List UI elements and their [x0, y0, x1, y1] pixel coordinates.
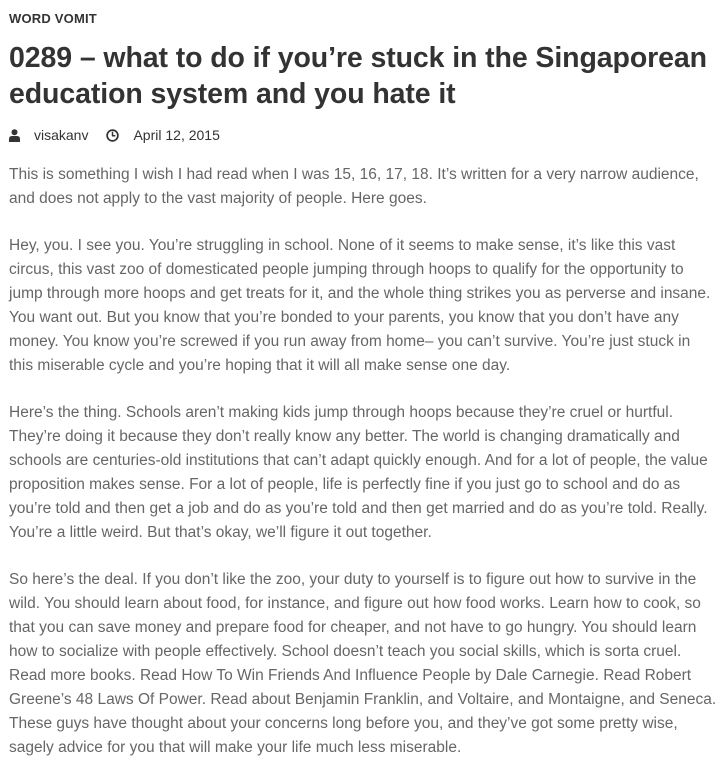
- post-paragraph: This is something I wish I had read when I was 15, 16, 17, 18. It’s written for a very narrow audience, and does not apply to the vast majority of people. Here goes.: [9, 166, 699, 207]
- author-link[interactable]: visakanv: [34, 127, 89, 143]
- category-link[interactable]: WORD VOMIT: [9, 11, 97, 26]
- post-meta: [9, 126, 718, 144]
- post-content: [9, 163, 718, 760]
- post-paragraph: Here’s the thing. Schools aren’t making kids jump through hoops because they’re cruel or hurtful. They’re doing it because they don’t really know any better. The world is changing dramatically and schools are centuries-old institutions that can’t adapt quickly enough. And for a lot of people, the value proposition makes sense. For a lot of people, life is perfectly fine if you just go to school and do as you’re told and then get a job and do as you’re told and then get married and do as you’re told. Really. You’re a little weird. But that’s okay, we’ll figure it out together.: [9, 404, 708, 541]
- clock-icon: [106, 129, 119, 142]
- post-paragraph: So here’s the deal. If you don’t like the zoo, your duty to yourself is to figure out how to survive in the wild. You should learn about food, for instance, and figure out how food works. Learn how to cook, so that you can save money and prepare food for cheaper, and not have to go hungry. You should learn how to socialize with people effectively. School doesn’t teach you social skills, which is sorta cruel. Read more books. Read How To Win Friends And Influence People by Dale Carnegie. Read Robert Greene’s 48 Laws Of Power. Read about Benjamin Franklin, and Voltaire, and Montaigne, and Seneca. These guys have thought about your concerns long before you, and they’ve got some pretty wise, sagely advice for you that will make your life much less miserable.: [9, 571, 717, 756]
- post-date-link[interactable]: April 12, 2015: [133, 127, 220, 143]
- post-paragraph: Hey, you. I see you. You’re struggling in school. None of it seems to make sense, it’s like this vast circus, this vast zoo of domesticated people jumping through hoops to qualify for the opportunity to jump through more hoops and get treats for it, and the whole thing strikes you as perverse and insane. You want out. But you know that you’re bonded to your parents, you know that you don’t have any money. You know you’re screwed if you run away from home– you can’t survive. You’re just stuck in this miserable cycle and you’re hoping that it will all make sense one day.: [9, 237, 711, 374]
- user-icon: [9, 129, 20, 142]
- post-title: 0289 – what to do if you’re stuck in the Singaporean education system and you hate it: [9, 42, 707, 110]
